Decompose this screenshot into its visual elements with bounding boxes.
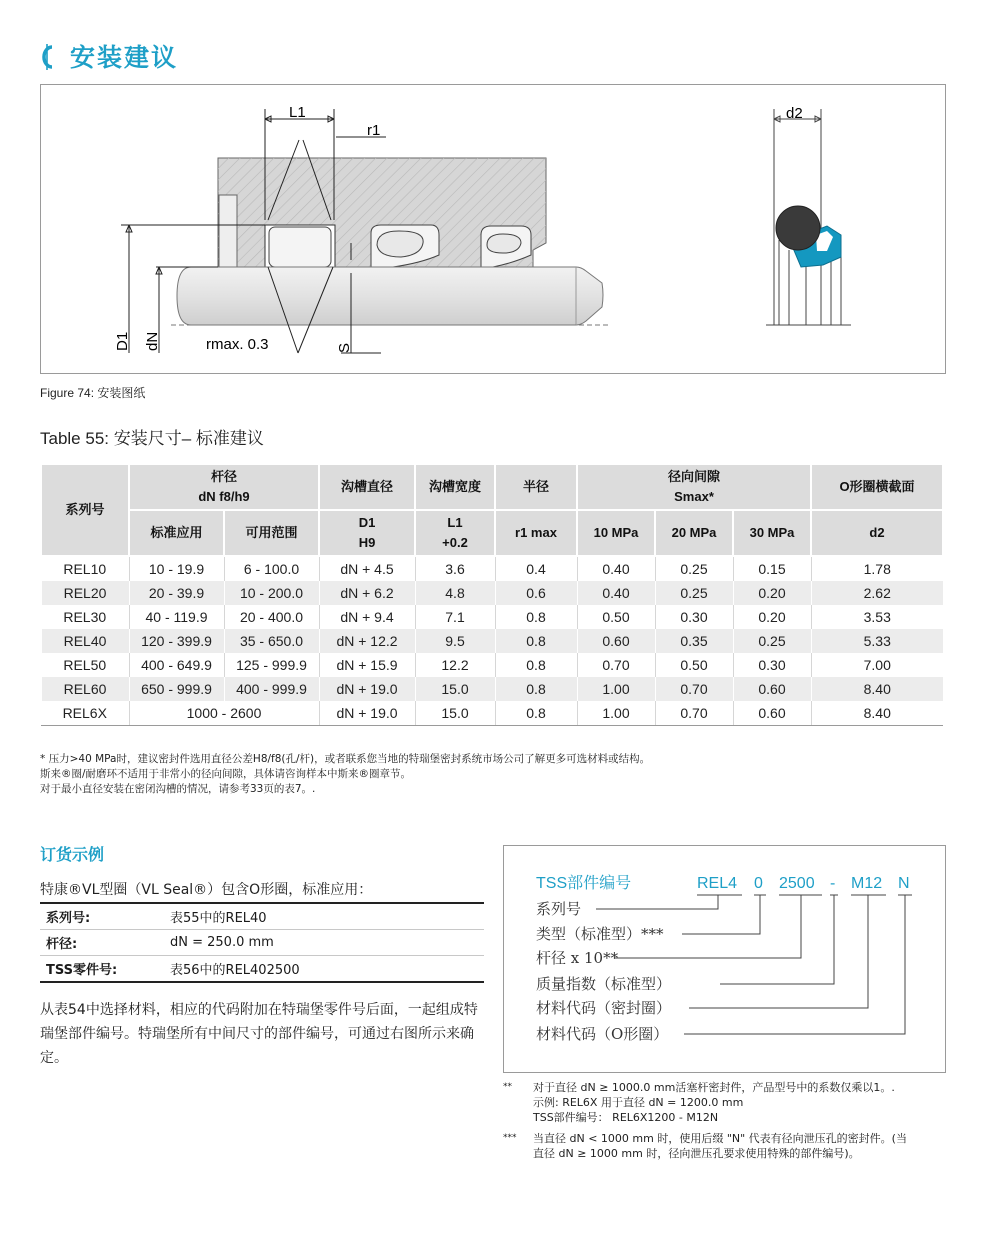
cell-series: REL6X [41,701,129,726]
cell-series: REL50 [41,653,129,677]
col-d2: d2 [811,510,943,556]
cell-d1: dN + 9.4 [319,605,415,629]
col-radius: 半径 [495,464,577,510]
cell-range: 35 - 650.0 [224,629,319,653]
cell-r1: 0.8 [495,701,577,726]
cell-s30: 0.60 [733,701,811,726]
cell-d1: dN + 4.5 [319,556,415,581]
dim-d2: d2 [786,105,803,122]
dim-l1: L1 [289,104,306,121]
footnote-line: TSS部件编号： REL6X1200 - M12N [533,1111,719,1124]
cell-s20: 0.30 [655,605,733,629]
cell-s20: 0.50 [655,653,733,677]
ordering-value: dN = 250.0 mm [164,930,484,956]
pn-code-dia: 2500 [779,875,815,892]
tss-logo-icon [38,42,56,72]
part-number-svg [504,846,945,1072]
footnote-line: 示例: REL6X 用于直径 dN = 1200.0 mm [533,1096,744,1109]
cell-std: 10 - 19.9 [129,556,224,581]
cell-l1: 12.2 [415,653,495,677]
footnote [503,1131,953,1161]
cell-s10: 0.60 [577,629,655,653]
cell-r1: 0.4 [495,556,577,581]
col-groove-width: 沟槽宽度 [415,464,495,510]
ordering-value: 表55中的REL40 [164,903,484,930]
cell-s10: 1.00 [577,677,655,701]
page-title: 安装建议 [70,43,179,72]
ordering-key: TSS零件号: [40,956,164,983]
ordering-title: 订货示例 [40,845,105,864]
table-title: Table 55: 安装尺寸– 标准建议 [40,429,264,448]
ordering-row [40,903,484,930]
col-10mpa: 10 MPa [577,510,655,556]
note-line: 对于最小直径安装在密闭沟槽的情况，请参考33页的表7。. [40,783,316,795]
cell-std: 1000 - 2600 [129,701,319,726]
cell-series: REL20 [41,581,129,605]
cell-r1: 0.6 [495,581,577,605]
table-row [41,677,943,701]
ordering-intro: 特康®VL型圈（VL Seal®）包含O形圈，标准应用： [40,882,373,898]
table-row [41,701,943,726]
cell-range: 400 - 999.9 [224,677,319,701]
cell-d1: dN + 15.9 [319,653,415,677]
cell-d2: 8.40 [811,701,943,726]
pn-code-series: REL4 [697,875,738,892]
ordering-paragraph: 从表54中选择材料，相应的代码附加在特瑞堡零件号后面，一起组成特瑞堡部件编号。特瑞堡所有中间尺寸的部件编号，可通过右图所示来确定。 [40,1002,478,1066]
footnote [503,1080,953,1125]
pn-line: 质量指数（标准型） [536,975,672,993]
vl-seal-section [766,109,851,325]
cell-s20: 0.25 [655,581,733,605]
cell-r1: 0.8 [495,629,577,653]
pn-title: TSS部件编号 [536,875,632,892]
ordering-value: 表56中的REL402500 [164,956,484,983]
cell-s10: 0.70 [577,653,655,677]
col-20mpa: 20 MPa [655,510,733,556]
piston-rod [171,267,611,325]
cell-l1: 9.5 [415,629,495,653]
drawing-svg [41,85,945,373]
pn-line: 系列号 [536,900,582,918]
cell-series: REL10 [41,556,129,581]
col-rod: 杆径 dN f8/h9 [129,464,319,510]
col-std-app: 标准应用 [129,510,224,556]
cell-s20: 0.25 [655,556,733,581]
pn-line: 材料代码（密封圈） [536,999,672,1017]
dim-s: S [336,342,353,353]
cell-series: REL60 [41,677,129,701]
cell-s20: 0.70 [655,701,733,726]
col-30mpa: 30 MPa [733,510,811,556]
col-groove-dia: 沟槽直径 [319,464,415,510]
dim-dn: dN [144,331,161,351]
figure-caption: Figure 74: 安装图纸 [40,386,146,400]
note-line: 斯来®圈/耐磨环不适用于非常小的径向间隙，具体请咨询样本中斯来®圈章节。 [40,768,412,780]
cell-d1: dN + 19.0 [319,677,415,701]
cell-r1: 0.8 [495,653,577,677]
ordering-key: 系列号: [40,903,164,930]
cell-d1: dN + 6.2 [319,581,415,605]
cell-s20: 0.70 [655,677,733,701]
col-oring: O形圈横截面 [811,464,943,510]
pn-code-material-seal: M12 [851,875,883,892]
table-row [41,556,943,581]
col-d1: D1 H9 [319,510,415,556]
footnote-line: 直径 dN ≥ 1000 mm 时，径向泄压孔要求使用特殊的部件编号)。 [533,1147,860,1160]
installation-dimensions-table [40,463,944,726]
cell-s10: 0.40 [577,556,655,581]
cell-std: 120 - 399.9 [129,629,224,653]
table-row [41,581,943,605]
ordering-example-table [40,902,484,983]
table-notes [40,752,650,797]
ordering-key: 杆径: [40,930,164,956]
cell-r1: 0.8 [495,605,577,629]
footnote-mark: *** [503,1133,517,1143]
dim-rmax: rmax. 0.3 [206,336,269,353]
cell-series: REL40 [41,629,129,653]
cell-s30: 0.25 [733,629,811,653]
part-number-diagram [503,845,946,1073]
table-row [41,629,943,653]
col-clearance: 径向间隙 Smax* [577,464,811,510]
cell-s30: 0.30 [733,653,811,677]
cell-s10: 0.50 [577,605,655,629]
footnote-mark: ** [503,1082,512,1092]
cell-s10: 1.00 [577,701,655,726]
cell-std: 40 - 119.9 [129,605,224,629]
footnote-line: 当直径 dN < 1000 mm 时，使用后缀 "N" 代表有径向泄压孔的密封件。(当 [533,1132,907,1145]
col-series: 系列号 [41,464,129,556]
col-r1max: r1 max [495,510,577,556]
cell-series: REL30 [41,605,129,629]
footnote-line: 对于直径 dN ≥ 1000.0 mm活塞杆密封件，产品型号中的系数仅乘以1。. [533,1081,895,1094]
cell-l1: 15.0 [415,677,495,701]
dim-r1: r1 [367,122,381,139]
table-row [41,605,943,629]
cell-s30: 0.60 [733,677,811,701]
installation-drawing [40,84,946,374]
seal-profile [269,225,531,267]
cell-d2: 2.62 [811,581,943,605]
cell-l1: 3.6 [415,556,495,581]
cell-d2: 7.00 [811,653,943,677]
cell-d1: dN + 19.0 [319,701,415,726]
cell-d2: 5.33 [811,629,943,653]
cell-s20: 0.35 [655,629,733,653]
dim-d1: D1 [114,331,131,351]
ordering-row [40,930,484,956]
pn-line: 材料代码（O形圈） [536,1025,669,1043]
cell-d2: 3.53 [811,605,943,629]
note-line: * 压力>40 MPa时，建议密封件选用直径公差H8/f8(孔/杆)，或者联系您当地的特瑞堡密封系统市场公司了解更多可选材料或结构。 [40,753,651,765]
pn-code-material-oring: N [898,875,910,892]
cell-std: 20 - 39.9 [129,581,224,605]
pn-code-type: 0 [754,875,763,892]
cell-l1: 4.8 [415,581,495,605]
cell-range: 10 - 200.0 [224,581,319,605]
cell-s30: 0.15 [733,556,811,581]
cell-d1: dN + 12.2 [319,629,415,653]
col-l1: L1 +0.2 [415,510,495,556]
table-row [41,653,943,677]
cell-l1: 7.1 [415,605,495,629]
cell-r1: 0.8 [495,677,577,701]
footnotes [503,1080,953,1161]
cell-d2: 8.40 [811,677,943,701]
cell-s10: 0.40 [577,581,655,605]
cell-range: 6 - 100.0 [224,556,319,581]
cell-d2: 1.78 [811,556,943,581]
cell-s30: 0.20 [733,605,811,629]
cell-range: 125 - 999.9 [224,653,319,677]
cell-l1: 15.0 [415,701,495,726]
ordering-row [40,956,484,983]
cell-std: 400 - 649.9 [129,653,224,677]
pn-line: 杆径 x 10** [536,949,619,967]
cell-range: 20 - 400.0 [224,605,319,629]
cell-std: 650 - 999.9 [129,677,224,701]
pn-line: 类型（标准型）*** [536,925,664,943]
cell-s30: 0.20 [733,581,811,605]
col-range: 可用范围 [224,510,319,556]
pn-code-dash: - [830,875,836,892]
